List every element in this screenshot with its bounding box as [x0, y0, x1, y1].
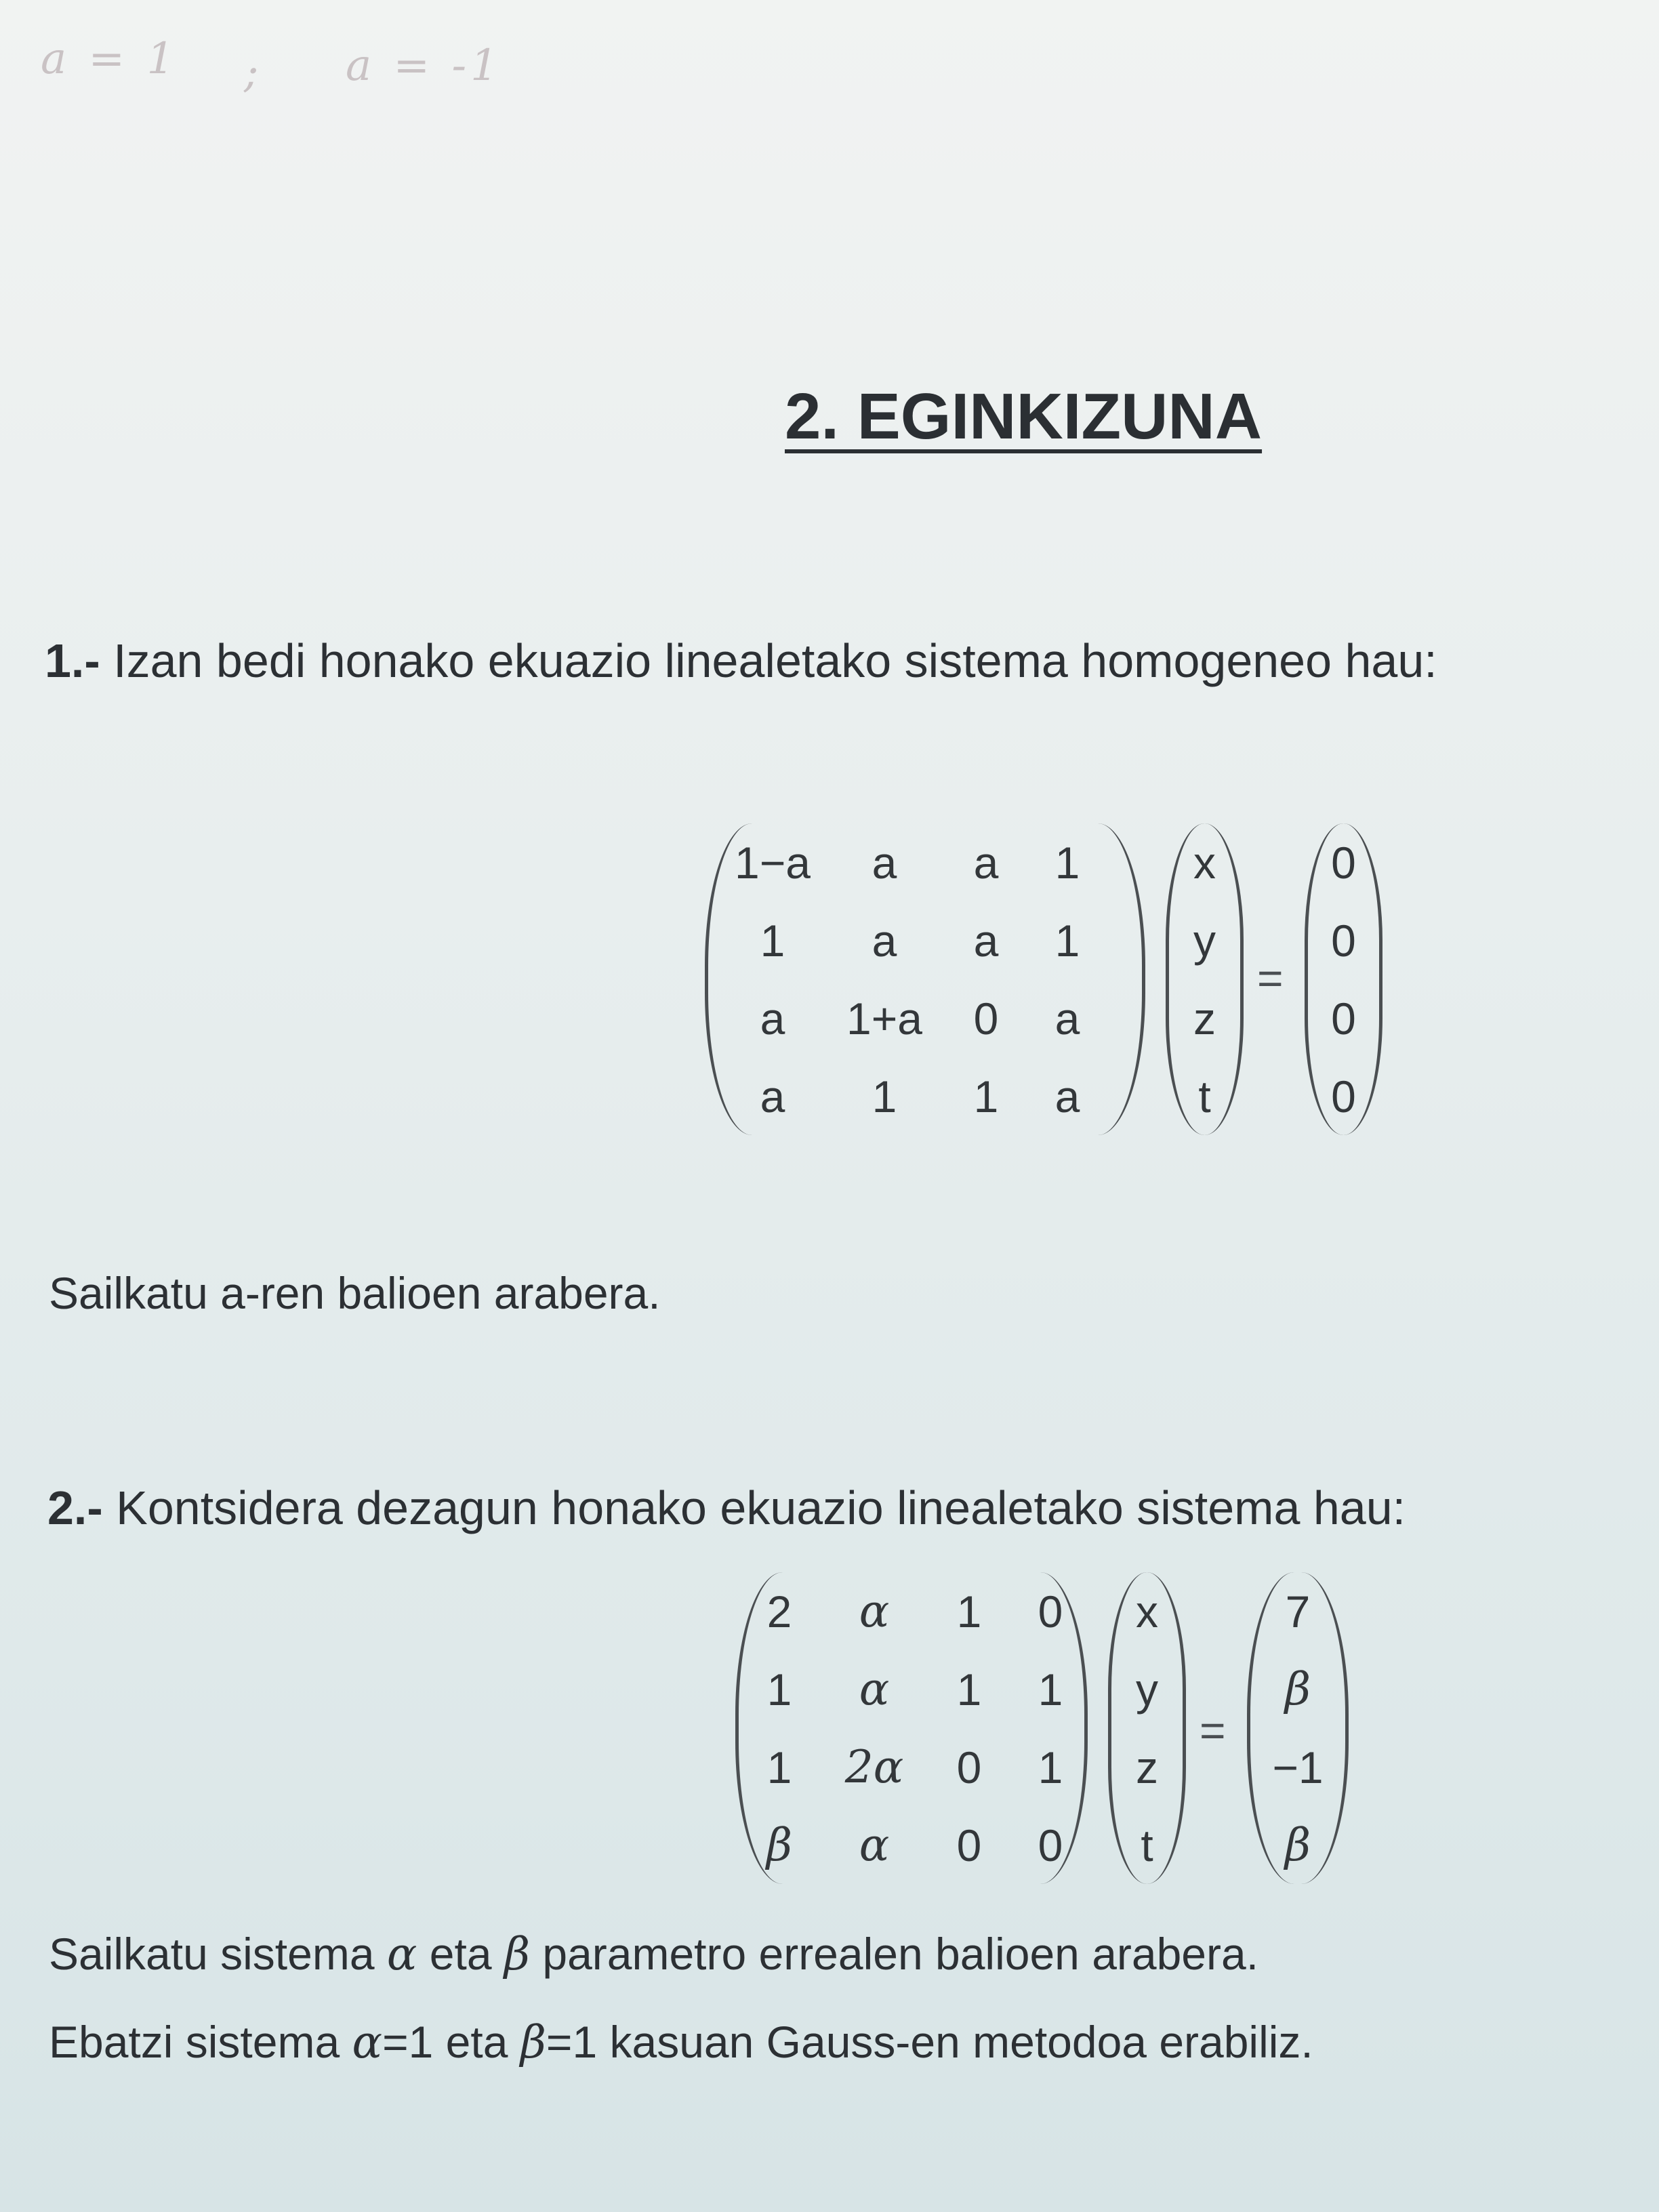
problem-1-equals-sign: = — [1257, 953, 1284, 1003]
matrix-1-cell: 1 — [1054, 837, 1080, 888]
rhs-1-cell: 0 — [1331, 837, 1356, 888]
matrix-1-cell: 1−a — [735, 837, 811, 888]
matrix-2-cell: 1 — [766, 1742, 792, 1793]
vars-1-cell: x — [1193, 837, 1216, 888]
alpha-symbol: α — [352, 2016, 383, 2068]
matrix-2-cell: 1 — [1038, 1742, 1063, 1793]
problem-1-instruction: Sailkatu a-ren balioen arabera. — [49, 1268, 661, 1318]
matrix-2-cell: 0 — [1038, 1586, 1063, 1637]
handwritten-note-a-equals-minus-1: a = -1 — [346, 41, 502, 91]
problem-2-number: 2.- — [47, 1481, 103, 1534]
rhs-1-cell: 0 — [1331, 1071, 1356, 1122]
matrix-2-cell: 0 — [956, 1742, 982, 1793]
matrix-2-cell: 1 — [1038, 1664, 1063, 1715]
matrix-2-cell: 1 — [956, 1664, 982, 1715]
matrix-1-cell: 1+a — [846, 993, 922, 1044]
matrix-1-cell: 1 — [760, 915, 785, 966]
matrix-1-cell: a — [760, 993, 785, 1044]
matrix-1-cell: a — [1054, 1071, 1080, 1122]
rhs-2-cell: β — [1284, 1819, 1311, 1871]
rhs-2-cell: −1 — [1272, 1742, 1324, 1793]
instruction-text: =1 eta — [382, 2017, 520, 2067]
matrix-2-cell: 0 — [956, 1820, 982, 1870]
matrix-2-cell: 2 — [766, 1586, 792, 1637]
alpha-symbol: α — [386, 1928, 417, 1980]
beta-symbol: β — [520, 2016, 546, 2068]
matrix-1-cell: a — [973, 837, 999, 888]
instruction-text: parametro errealen balioen arabera. — [530, 1929, 1259, 1979]
matrix-1-cell: a — [1054, 993, 1080, 1044]
handwritten-semicolon: ; — [244, 47, 263, 98]
matrix-1-cell: a — [872, 837, 897, 888]
instruction-text: Ebatzi sistema — [49, 2017, 352, 2067]
handwritten-note-a-equals-1: a = 1 — [41, 34, 179, 84]
problem-2-variable-vector — [1108, 1572, 1186, 1884]
matrix-2-cell: 1 — [766, 1664, 792, 1715]
problem-2-rhs-vector — [1247, 1572, 1349, 1884]
vars-2-cell: x — [1136, 1586, 1158, 1637]
beta-symbol: β — [504, 1928, 531, 1980]
matrix-1-cell: 1 — [973, 1071, 999, 1122]
instruction-text: =1 kasuan Gauss-en metodoa erabiliz. — [546, 2017, 1313, 2067]
problem-2-coefficient-matrix — [735, 1572, 1088, 1884]
problem-2-equals-sign: = — [1200, 1705, 1226, 1755]
rhs-2-cell: 7 — [1285, 1586, 1311, 1637]
problem-1-variable-vector — [1166, 823, 1244, 1135]
matrix-1-cell: a — [760, 1071, 785, 1122]
matrix-2-cell: 2α — [844, 1741, 904, 1793]
rhs-2-cell: β — [1284, 1663, 1311, 1715]
problem-1-number: 1.- — [45, 634, 100, 687]
matrix-2-cell: α — [859, 1585, 890, 1637]
problem-2-instruction-solve — [49, 2016, 1313, 2068]
problem-2-statement — [47, 1481, 1406, 1535]
instruction-text: Sailkatu sistema — [49, 1929, 387, 1979]
rhs-1-cell: 0 — [1331, 915, 1356, 966]
matrix-1-cell: 1 — [1054, 915, 1080, 966]
vars-1-cell: z — [1193, 993, 1216, 1044]
matrix-2-cell: 1 — [956, 1586, 982, 1637]
problem-1-text: Izan bedi honako ekuazio linealetako sistema homogeneo hau: — [100, 634, 1437, 687]
matrix-2-cell: α — [859, 1819, 890, 1871]
problem-1-rhs-vector — [1305, 823, 1382, 1135]
vars-1-cell: y — [1193, 915, 1216, 966]
matrix-1-cell: a — [973, 915, 999, 966]
matrix-1-cell: 1 — [872, 1071, 897, 1122]
matrix-1-cell: 0 — [973, 993, 999, 1044]
matrix-2-cell: 0 — [1038, 1820, 1063, 1870]
matrix-1-cell: a — [872, 915, 897, 966]
matrix-2-cell: α — [859, 1663, 890, 1715]
vars-2-cell: y — [1136, 1664, 1158, 1715]
instruction-text: eta — [417, 1929, 504, 1979]
vars-2-cell: z — [1136, 1742, 1158, 1793]
problem-1-coefficient-matrix — [705, 823, 1145, 1135]
matrix-2-cell: β — [766, 1819, 793, 1871]
vars-2-cell: t — [1141, 1820, 1153, 1870]
problem-1-statement — [45, 634, 1437, 688]
vars-1-cell: t — [1198, 1071, 1211, 1122]
page-title: 2. EGINKIZUNA — [785, 380, 1263, 453]
problem-2-instruction-classify — [49, 1928, 1258, 1980]
rhs-1-cell: 0 — [1331, 993, 1356, 1044]
problem-2-text: Kontsidera dezagun honako ekuazio linealetako sistema hau: — [102, 1481, 1406, 1534]
